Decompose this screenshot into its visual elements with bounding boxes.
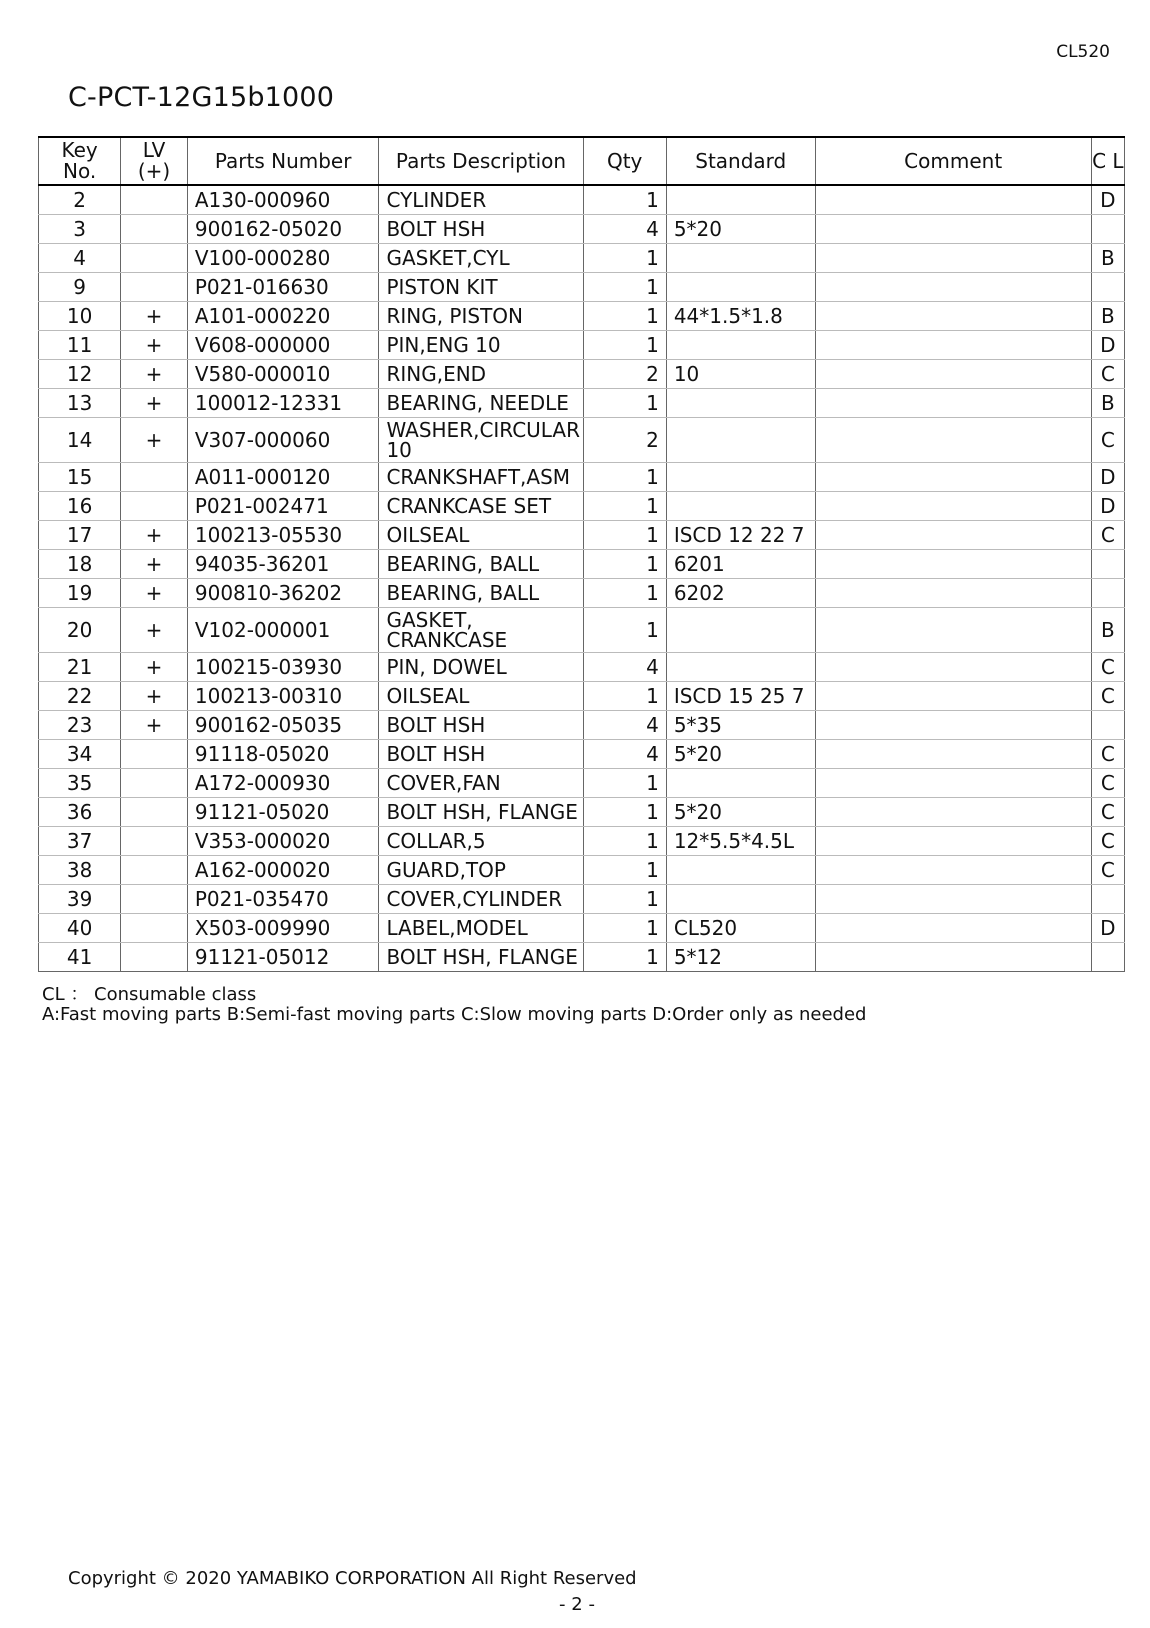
parts-description-cell: CRANKCASE SET xyxy=(379,492,583,521)
standard-cell xyxy=(666,273,815,302)
qty-cell: 4 xyxy=(583,653,666,682)
key-no-cell: 20 xyxy=(39,608,121,653)
standard-cell xyxy=(666,885,815,914)
table-row xyxy=(39,856,1125,885)
standard-cell: ISCD 15 25 7 xyxy=(666,682,815,711)
key-no-cell: 13 xyxy=(39,389,121,418)
consumable-class-cell xyxy=(1091,550,1124,579)
consumable-class-cell xyxy=(1091,711,1124,740)
standard-cell: 6202 xyxy=(666,579,815,608)
standard-cell: 44*1.5*1.8 xyxy=(666,302,815,331)
qty-cell: 1 xyxy=(583,185,666,215)
parts-number-cell: 900162-05020 xyxy=(187,215,379,244)
lv-cell xyxy=(121,827,188,856)
standard-cell: CL520 xyxy=(666,914,815,943)
table-row xyxy=(39,185,1125,215)
qty-cell: 1 xyxy=(583,798,666,827)
standard-cell: 12*5.5*4.5L xyxy=(666,827,815,856)
page-number xyxy=(0,1594,1150,1615)
qty-cell: 1 xyxy=(583,608,666,653)
key-no-cell: 3 xyxy=(39,215,121,244)
parts-description-cell: GUARD,TOP xyxy=(379,856,583,885)
key-no-cell: 16 xyxy=(39,492,121,521)
parts-number-cell: 100213-00310 xyxy=(187,682,379,711)
parts-description-cell: RING,END xyxy=(379,360,583,389)
comment-cell xyxy=(815,360,1091,389)
table-row xyxy=(39,711,1125,740)
lv-cell xyxy=(121,885,188,914)
standard-cell xyxy=(666,185,815,215)
key-no-cell: 11 xyxy=(39,331,121,360)
lv-cell xyxy=(121,769,188,798)
column-header-qty: Qty xyxy=(583,137,666,185)
comment-cell xyxy=(815,302,1091,331)
lv-cell: + xyxy=(121,521,188,550)
parts-table-body xyxy=(39,185,1125,972)
parts-number-cell: P021-016630 xyxy=(187,273,379,302)
table-row xyxy=(39,827,1125,856)
column-header-cl: C L xyxy=(1091,137,1124,185)
standard-cell xyxy=(666,769,815,798)
qty-cell: 2 xyxy=(583,418,666,463)
parts-description-cell: RING, PISTON xyxy=(379,302,583,331)
consumable-class-cell: C xyxy=(1091,856,1124,885)
table-row xyxy=(39,550,1125,579)
table-row xyxy=(39,273,1125,302)
qty-cell: 1 xyxy=(583,550,666,579)
page-number-text: - 2 - xyxy=(559,1594,595,1615)
qty-cell: 1 xyxy=(583,856,666,885)
table-row xyxy=(39,521,1125,550)
parts-table xyxy=(38,136,1125,972)
standard-cell xyxy=(666,608,815,653)
comment-cell xyxy=(815,653,1091,682)
table-row xyxy=(39,943,1125,972)
lv-cell xyxy=(121,215,188,244)
key-no-cell: 41 xyxy=(39,943,121,972)
parts-number-cell: V580-000010 xyxy=(187,360,379,389)
comment-cell xyxy=(815,215,1091,244)
standard-cell xyxy=(666,389,815,418)
table-row xyxy=(39,302,1125,331)
comment-cell xyxy=(815,943,1091,972)
standard-cell: 5*35 xyxy=(666,711,815,740)
key-no-cell: 40 xyxy=(39,914,121,943)
parts-number-cell: A162-000020 xyxy=(187,856,379,885)
standard-cell: 6201 xyxy=(666,550,815,579)
consumable-class-cell: B xyxy=(1091,302,1124,331)
parts-number-cell: P021-035470 xyxy=(187,885,379,914)
key-no-cell: 9 xyxy=(39,273,121,302)
comment-cell xyxy=(815,856,1091,885)
parts-description-cell: BOLT HSH xyxy=(379,215,583,244)
consumable-class-cell xyxy=(1091,215,1124,244)
comment-cell xyxy=(815,827,1091,856)
parts-description-cell: PIN,ENG 10 xyxy=(379,331,583,360)
qty-cell: 1 xyxy=(583,827,666,856)
column-header-lv: LV (+) xyxy=(121,137,188,185)
key-no-cell: 36 xyxy=(39,798,121,827)
key-no-cell: 10 xyxy=(39,302,121,331)
qty-cell: 1 xyxy=(583,463,666,492)
parts-number-cell: X503-009990 xyxy=(187,914,379,943)
parts-description-cell: BOLT HSH, FLANGE xyxy=(379,943,583,972)
key-no-cell: 22 xyxy=(39,682,121,711)
key-no-cell: 23 xyxy=(39,711,121,740)
comment-cell xyxy=(815,682,1091,711)
lv-cell: + xyxy=(121,331,188,360)
parts-description-cell: BEARING, NEEDLE xyxy=(379,389,583,418)
parts-description-cell: COLLAR,5 xyxy=(379,827,583,856)
parts-description-cell: COVER,FAN xyxy=(379,769,583,798)
qty-cell: 4 xyxy=(583,215,666,244)
lv-cell xyxy=(121,740,188,769)
parts-number-cell: 100012-12331 xyxy=(187,389,379,418)
comment-cell xyxy=(815,550,1091,579)
standard-cell: 10 xyxy=(666,360,815,389)
copyright: Copyright © 2020 YAMABIKO CORPORATION All Right Reserved xyxy=(68,1568,637,1589)
parts-description-cell: CYLINDER xyxy=(379,185,583,215)
lv-cell: + xyxy=(121,711,188,740)
parts-number-cell: 900810-36202 xyxy=(187,579,379,608)
parts-description-cell: COVER,CYLINDER xyxy=(379,885,583,914)
parts-description-cell: GASKET,CYL xyxy=(379,244,583,273)
standard-cell xyxy=(666,492,815,521)
comment-cell xyxy=(815,463,1091,492)
parts-description-cell: WASHER,CIRCULAR 10 xyxy=(379,418,583,463)
page-title: C-PCT-12G15b1000 xyxy=(68,82,335,113)
comment-cell xyxy=(815,521,1091,550)
standard-cell xyxy=(666,653,815,682)
parts-description-cell: BEARING, BALL xyxy=(379,550,583,579)
lv-cell xyxy=(121,492,188,521)
consumable-class-cell: C xyxy=(1091,653,1124,682)
standard-cell: 5*20 xyxy=(666,798,815,827)
consumable-class-cell xyxy=(1091,273,1124,302)
comment-cell xyxy=(815,740,1091,769)
parts-number-cell: 94035-36201 xyxy=(187,550,379,579)
consumable-class-cell xyxy=(1091,943,1124,972)
comment-cell xyxy=(815,492,1091,521)
consumable-class-legend: A:Fast moving parts B:Semi-fast moving parts C:Slow moving parts D:Order only as needed xyxy=(42,1004,867,1025)
qty-cell: 1 xyxy=(583,389,666,418)
parts-description-cell: BOLT HSH xyxy=(379,711,583,740)
table-row xyxy=(39,914,1125,943)
key-no-cell: 37 xyxy=(39,827,121,856)
qty-cell: 1 xyxy=(583,682,666,711)
parts-description-cell: GASKET, CRANKCASE xyxy=(379,608,583,653)
standard-cell xyxy=(666,463,815,492)
parts-description-cell: BOLT HSH, FLANGE xyxy=(379,798,583,827)
standard-cell xyxy=(666,856,815,885)
comment-cell xyxy=(815,798,1091,827)
parts-number-cell: 100215-03930 xyxy=(187,653,379,682)
qty-cell: 1 xyxy=(583,492,666,521)
comment-cell xyxy=(815,418,1091,463)
parts-description-cell: PIN, DOWEL xyxy=(379,653,583,682)
table-row xyxy=(39,769,1125,798)
key-no-cell: 14 xyxy=(39,418,121,463)
lv-cell: + xyxy=(121,360,188,389)
table-row xyxy=(39,579,1125,608)
standard-cell xyxy=(666,418,815,463)
parts-description-cell: OILSEAL xyxy=(379,521,583,550)
parts-description-cell: BEARING, BALL xyxy=(379,579,583,608)
consumable-class-cell: B xyxy=(1091,244,1124,273)
comment-cell xyxy=(815,885,1091,914)
parts-number-cell: V102-000001 xyxy=(187,608,379,653)
parts-description-cell: LABEL,MODEL xyxy=(379,914,583,943)
parts-number-cell: V608-000000 xyxy=(187,331,379,360)
lv-cell xyxy=(121,244,188,273)
comment-cell xyxy=(815,711,1091,740)
standard-cell xyxy=(666,244,815,273)
parts-number-cell: P021-002471 xyxy=(187,492,379,521)
comment-cell xyxy=(815,389,1091,418)
qty-cell: 2 xyxy=(583,360,666,389)
parts-description-cell: OILSEAL xyxy=(379,682,583,711)
consumable-class-cell: C xyxy=(1091,769,1124,798)
lv-cell xyxy=(121,798,188,827)
parts-number-cell: V307-000060 xyxy=(187,418,379,463)
qty-cell: 1 xyxy=(583,943,666,972)
lv-cell xyxy=(121,943,188,972)
table-row xyxy=(39,682,1125,711)
parts-number-cell: A130-000960 xyxy=(187,185,379,215)
table-row xyxy=(39,798,1125,827)
standard-cell xyxy=(666,331,815,360)
key-no-cell: 39 xyxy=(39,885,121,914)
lv-cell: + xyxy=(121,550,188,579)
consumable-class-cell: D xyxy=(1091,331,1124,360)
table-row xyxy=(39,885,1125,914)
lv-cell: + xyxy=(121,579,188,608)
consumable-class-cell: C xyxy=(1091,360,1124,389)
consumable-class-cell xyxy=(1091,579,1124,608)
column-header-key: Key No. xyxy=(39,137,121,185)
comment-cell xyxy=(815,273,1091,302)
lv-cell: + xyxy=(121,389,188,418)
key-no-cell: 34 xyxy=(39,740,121,769)
consumable-class-cell: C xyxy=(1091,798,1124,827)
parts-number-cell: A172-000930 xyxy=(187,769,379,798)
standard-cell: 5*20 xyxy=(666,740,815,769)
consumable-class-cell: D xyxy=(1091,185,1124,215)
comment-cell xyxy=(815,769,1091,798)
lv-cell xyxy=(121,185,188,215)
consumable-class-cell xyxy=(1091,885,1124,914)
standard-cell: 5*20 xyxy=(666,215,815,244)
comment-cell xyxy=(815,579,1091,608)
footnotes xyxy=(42,985,866,1025)
column-header-description: Parts Description xyxy=(379,137,583,185)
lv-cell: + xyxy=(121,653,188,682)
qty-cell: 4 xyxy=(583,711,666,740)
table-row xyxy=(39,331,1125,360)
table-row xyxy=(39,653,1125,682)
qty-cell: 4 xyxy=(583,740,666,769)
model-tag: CL520 xyxy=(1056,42,1110,62)
qty-cell: 1 xyxy=(583,244,666,273)
column-header-comment: Comment xyxy=(815,137,1091,185)
standard-cell: ISCD 12 22 7 xyxy=(666,521,815,550)
column-header-standard: Standard xyxy=(666,137,815,185)
key-no-cell: 35 xyxy=(39,769,121,798)
parts-number-cell: V100-000280 xyxy=(187,244,379,273)
parts-number-cell: 100213-05530 xyxy=(187,521,379,550)
comment-cell xyxy=(815,914,1091,943)
lv-cell xyxy=(121,463,188,492)
consumable-class-cell: B xyxy=(1091,608,1124,653)
comment-cell xyxy=(815,244,1091,273)
lv-cell: + xyxy=(121,418,188,463)
key-no-cell: 38 xyxy=(39,856,121,885)
key-no-cell: 19 xyxy=(39,579,121,608)
lv-cell xyxy=(121,856,188,885)
comment-cell xyxy=(815,608,1091,653)
lv-cell: + xyxy=(121,302,188,331)
lv-cell xyxy=(121,273,188,302)
qty-cell: 1 xyxy=(583,521,666,550)
key-no-cell: 4 xyxy=(39,244,121,273)
key-no-cell: 15 xyxy=(39,463,121,492)
parts-description-cell: CRANKSHAFT,ASM xyxy=(379,463,583,492)
lv-cell xyxy=(121,914,188,943)
consumable-class-cell: C xyxy=(1091,740,1124,769)
parts-number-cell: A011-000120 xyxy=(187,463,379,492)
consumable-class-cell: C xyxy=(1091,418,1124,463)
key-no-cell: 12 xyxy=(39,360,121,389)
consumable-class-note: CL ： Consumable class xyxy=(42,984,257,1005)
qty-cell: 1 xyxy=(583,885,666,914)
consumable-class-cell: B xyxy=(1091,389,1124,418)
parts-description-cell: BOLT HSH xyxy=(379,740,583,769)
parts-number-cell: 91121-05012 xyxy=(187,943,379,972)
qty-cell: 1 xyxy=(583,273,666,302)
parts-number-cell: A101-000220 xyxy=(187,302,379,331)
lv-cell: + xyxy=(121,608,188,653)
comment-cell xyxy=(815,185,1091,215)
lv-cell: + xyxy=(121,682,188,711)
qty-cell: 1 xyxy=(583,302,666,331)
table-row xyxy=(39,215,1125,244)
table-header-row xyxy=(39,137,1125,185)
table-row xyxy=(39,492,1125,521)
comment-cell xyxy=(815,331,1091,360)
parts-number-cell: 91121-05020 xyxy=(187,798,379,827)
parts-number-cell: 900162-05035 xyxy=(187,711,379,740)
parts-number-cell: 91118-05020 xyxy=(187,740,379,769)
key-no-cell: 2 xyxy=(39,185,121,215)
column-header-parts-number: Parts Number xyxy=(187,137,379,185)
parts-description-cell: PISTON KIT xyxy=(379,273,583,302)
table-row xyxy=(39,360,1125,389)
table-row xyxy=(39,244,1125,273)
qty-cell: 1 xyxy=(583,769,666,798)
qty-cell: 1 xyxy=(583,914,666,943)
consumable-class-cell: D xyxy=(1091,914,1124,943)
qty-cell: 1 xyxy=(583,579,666,608)
table-row xyxy=(39,418,1125,463)
consumable-class-cell: D xyxy=(1091,492,1124,521)
key-no-cell: 17 xyxy=(39,521,121,550)
consumable-class-cell: C xyxy=(1091,682,1124,711)
consumable-class-cell: C xyxy=(1091,521,1124,550)
table-row xyxy=(39,389,1125,418)
table-row xyxy=(39,740,1125,769)
table-row xyxy=(39,608,1125,653)
consumable-class-cell: D xyxy=(1091,463,1124,492)
key-no-cell: 21 xyxy=(39,653,121,682)
standard-cell: 5*12 xyxy=(666,943,815,972)
qty-cell: 1 xyxy=(583,331,666,360)
consumable-class-cell: C xyxy=(1091,827,1124,856)
key-no-cell: 18 xyxy=(39,550,121,579)
parts-number-cell: V353-000020 xyxy=(187,827,379,856)
table-row xyxy=(39,463,1125,492)
